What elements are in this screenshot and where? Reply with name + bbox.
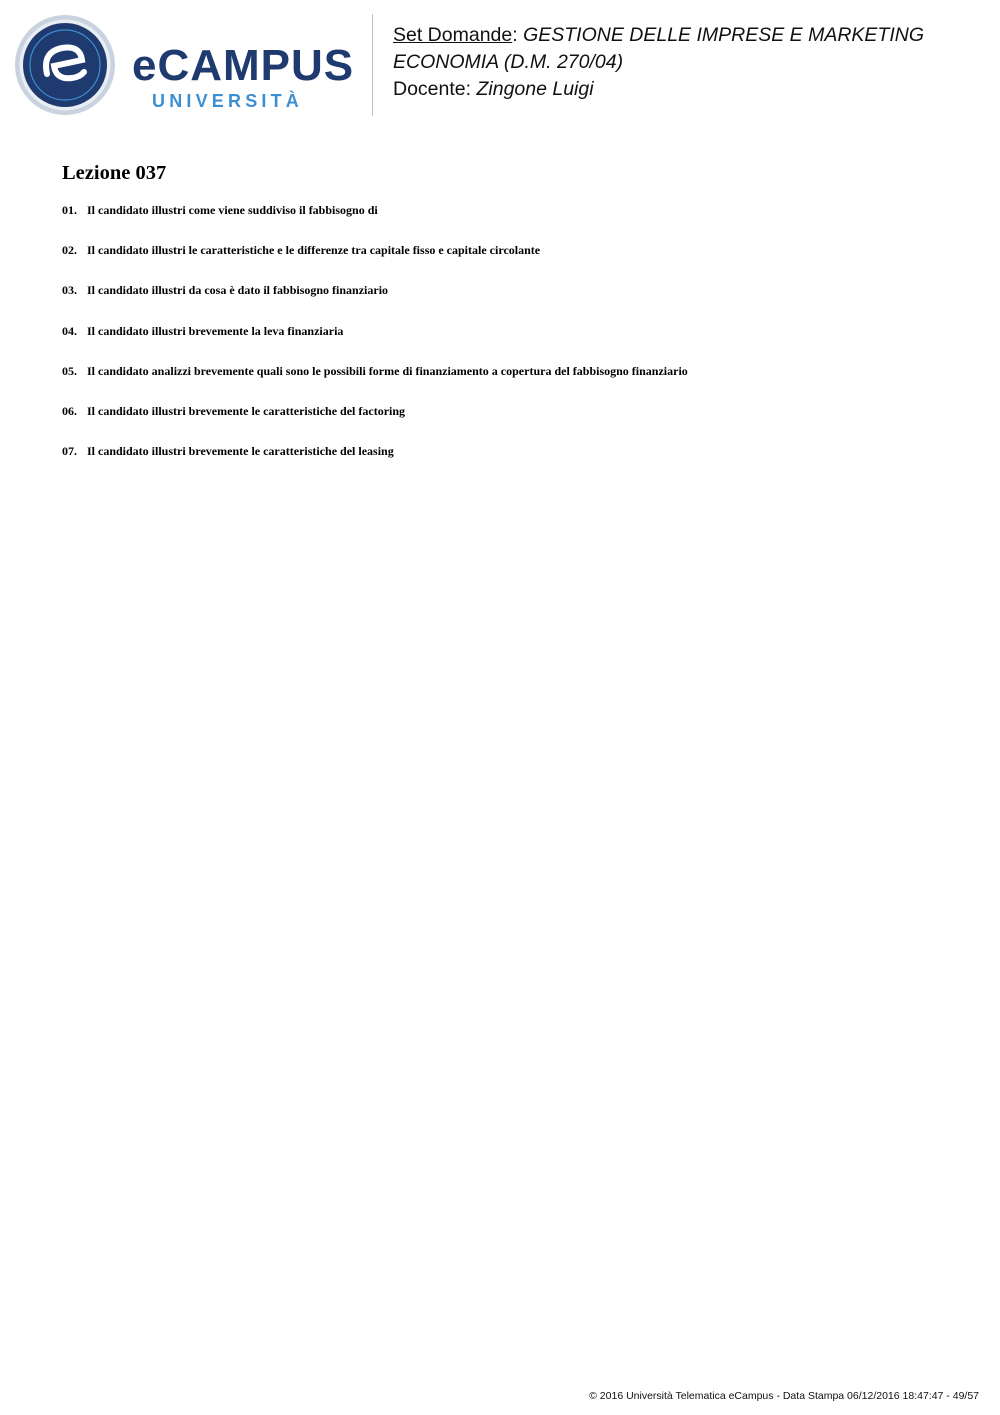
question-text: Il candidato illustri brevemente le caratteristiche del leasing	[87, 444, 394, 459]
course-title: GESTIONE DELLE IMPRESE E MARKETING ECONOMIA (D.M. 270/04)	[393, 24, 925, 73]
question-text: Il candidato illustri le caratteristiche e le differenze tra capitale fisso e capitale circolante	[87, 243, 541, 258]
set-colon: :	[512, 24, 518, 46]
question-item	[62, 282, 962, 322]
teacher-line	[393, 76, 983, 103]
question-item	[62, 403, 962, 443]
question-text: Il candidato illustri brevemente le caratteristiche del factoring	[87, 403, 406, 418]
set-line	[393, 22, 983, 76]
question-number: 07.	[62, 444, 77, 459]
question-number: 03.	[62, 283, 77, 298]
question-number: 06.	[62, 403, 77, 418]
question-number: 04.	[62, 323, 77, 338]
set-label: Set Domande	[393, 24, 513, 46]
page-header	[0, 0, 1000, 125]
question-item	[62, 242, 962, 282]
page-footer: © 2016 Università Telematica eCampus - Data Stampa 06/12/2016 18:47:47 - 49/57	[589, 1390, 979, 1402]
teacher-name: Zingone Luigi	[476, 78, 594, 100]
question-text: Il candidato illustri brevemente la leva finanziaria	[87, 323, 344, 338]
question-number: 05.	[62, 363, 77, 378]
question-text: Il candidato analizzi brevemente quali sono le possibili forme di finanziamento a copertura del fabbisogno finanziario	[87, 363, 688, 378]
question-item	[62, 443, 962, 483]
svg-text:UNIVERSITÀ: UNIVERSITÀ	[152, 91, 304, 111]
question-text: Il candidato illustri come viene suddiviso il fabbisogno di	[87, 203, 378, 217]
question-item	[62, 202, 962, 242]
question-number: 01.	[62, 203, 77, 217]
header-divider	[372, 14, 373, 116]
svg-text:eCAMPUS: eCAMPUS	[132, 41, 355, 90]
question-number: 02.	[62, 243, 77, 258]
question-text: Il candidato illustri da cosa è dato il fabbisogno finanziario	[87, 283, 389, 298]
lesson-title: Lezione 037	[62, 162, 167, 184]
ecampus-logo	[14, 14, 359, 118]
header-info	[393, 22, 983, 103]
teacher-label: Docente:	[393, 78, 472, 100]
question-item	[62, 323, 962, 363]
question-list	[62, 202, 962, 483]
question-item	[62, 363, 962, 403]
ecampus-logo-icon	[14, 14, 359, 118]
